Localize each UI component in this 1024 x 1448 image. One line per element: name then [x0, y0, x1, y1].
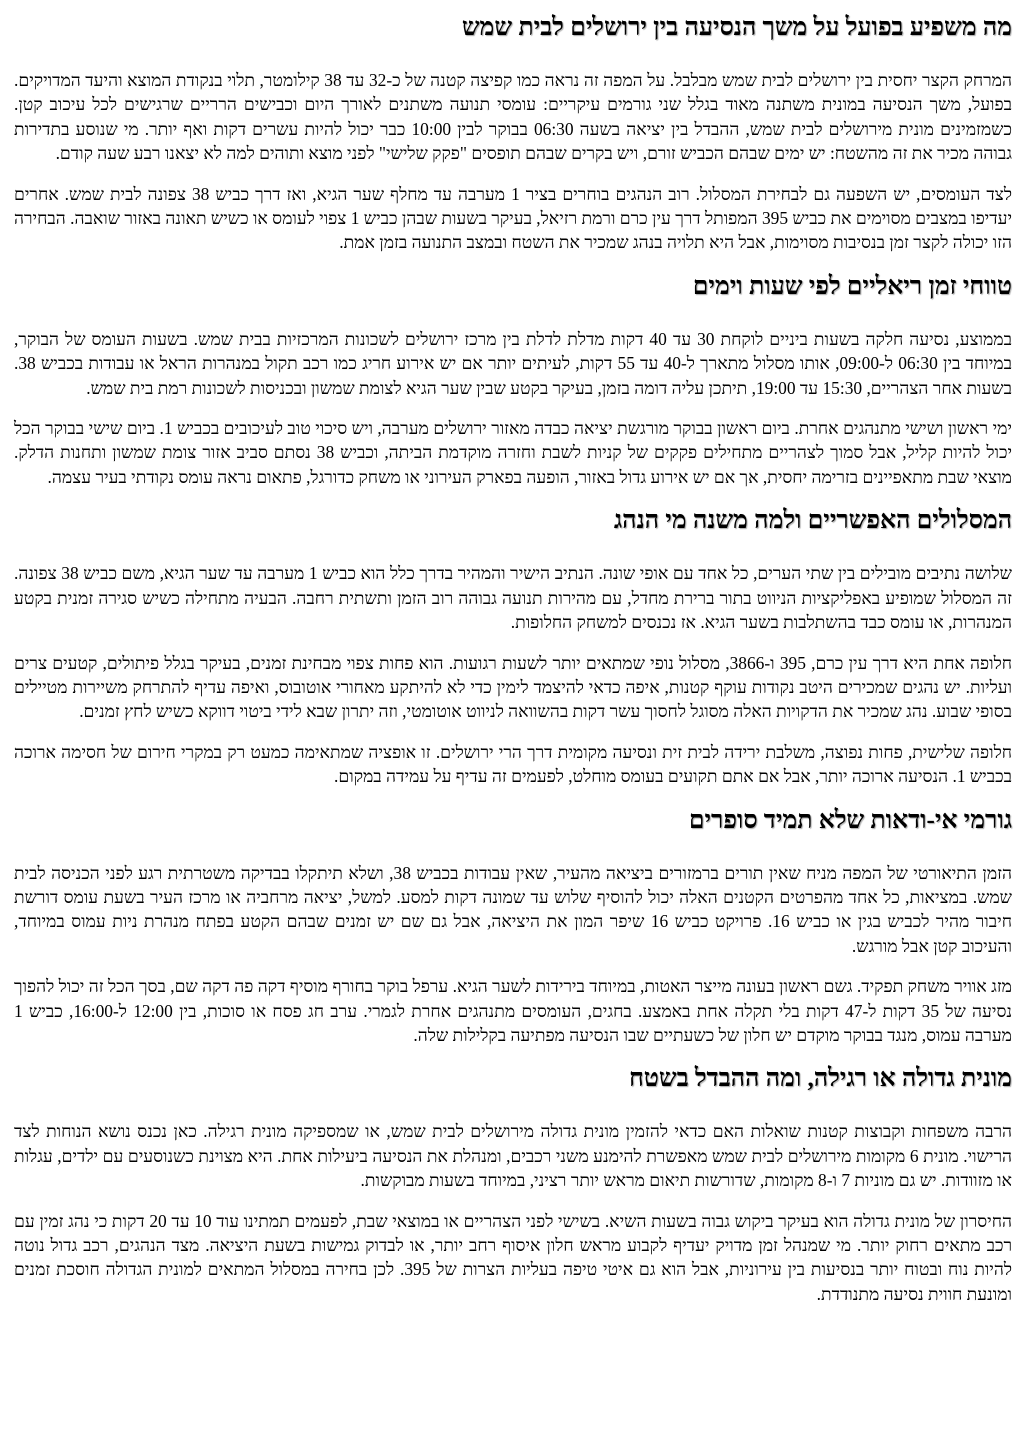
paragraph: חלופה אחת היא דרך עין כרם, 395 ו-3866, מסלול נופי שמתאים יותר לשעות רגועות. הוא פחות צפוי מבחינת זמנים, בעיקר בגלל פיתולים, קטעים צרים ועליות. יש נהגים שמכירים היטב נקודות עוקף קטנות, איפה כדאי להיצמד לימין כדי לא להיתקע מאחורי אוטובוס, ואיפה עדיף להתרחק משיירות מטיילים בסופי שבוע. נהג שמכיר את הדקויות האלה מסוגל לחסוך עשר דקות בהשוואה לניווט אוטומטי, וזה יתרון שבא לידי ביטוי דווקא כשיש לחץ זמנים.	[14, 652, 1012, 722]
paragraph: הרבה משפחות וקבוצות קטנות שואלות האם כדאי להזמין מונית גדולה מירושלים לבית שמש, או שמספיקה מונית רגילה. כאן נכנס נושא הנוחות לצד הרישוי. מונית 6 מקומות מירושלים לבית שמש מאפשרת להימנע משני רכבים, ומנהלת את הנסיעה ביעילות אחת. היא מצוינת כשנוסעים עם ילדים, עגלות או מזוודות. יש גם מוניות 7 ו-8 מקומות, שדורשות תיאום מראש יותר רציני, במיוחד בשעות מבוקשות.	[14, 1121, 1012, 1191]
section-heading: מונית גדולה או רגילה, ומה ההבדל בשטח	[628, 1065, 1012, 1093]
section-realistic-time-ranges	[14, 271, 1012, 489]
section-uncertainty-factors	[14, 805, 1012, 1048]
paragraph: בממוצע, נסיעה חלקה בשעות ביניים לוקחת 30 עד 40 דקות מדלת לדלת בין מרכז ירושלים לשכונות המרכזיות בבית שמש. בשעות העומס של הבוקר, במיוחד בין 06:30 ל-09:00, אותו מסלול מתארך ל-40 עד 55 דקות, לעיתים יותר אם יש אירוע חריג כמו רכב תקול במנהרות הראל או עבודות בכביש 38. בשעות אחר הצהריים, 15:30 עד 19:00, תיתכן עליה דומה בזמן, בעיקר בקטע שבין שער הגיא לצומת שמשון ובכניסות לשכונות רמת בית שמש.	[14, 328, 1013, 398]
paragraph: שלושה נתיבים מובילים בין שתי הערים, כל אחד עם אופי שונה. הנתיב הישיר והמהיר בדרך כלל הוא כביש 1 מערבה עד שער הגיא, משם כביש 38 צפונה. זה המסלול שמופיע באפליקציות הניווט בתור ברירת מחדל, עם מהירות תנועה גבוהה רוב הזמן ותשתית רחבה. הבעיה מתחילה כשיש סגירה זמנית בקטע המנהרות, או עומס כבד בהשתלבות בשער הגיא. אז נכנסים למשחק החלופות.	[14, 563, 1012, 633]
paragraph: לצד העומסים, יש השפעה גם לבחירת המסלול. רוב הנהגים בוחרים בציר 1 מערבה עד מחלף שער הגיא, ואז דרך כביש 38 צפונה לבית שמש. אחרים יעדיפו במצבים מסוימים את כביש 395 המפותל דרך עין כרם ורמת רזיאל, בעיקר בשעות שבהן כביש 1 צפוי לעומס או כשיש תאונה באזור שואבה. הבחירה הזו יכולה לקצר זמן בנסיבות מסוימות, אבל היא תלויה בנהג שמכיר את השטח ובמצב התנועה בזמן אמת.	[14, 183, 1013, 253]
section-large-or-regular-taxi	[14, 1063, 1012, 1306]
section-heading: המסלולים האפשריים ולמה משנה מי הנהג	[613, 507, 1012, 535]
section-what-affects-travel-time	[14, 12, 1012, 255]
paragraph: מזג אוויר משחק תפקיד. גשם ראשון בעונה מייצר האטות, במיוחד בירידות לשער הגיא. ערפל בוקר בחורף מוסיף דקה פה דקה שם, בסך הכל זה יכול להפוך נסיעה של 35 דקות ל-47 דקות בלי תקלה אחת באמצע. בחגים, העומסים מתנהגים אחרת לגמרי. ערב חג פסח או סוכות, בין 12:00 ל-16:00, כביש 1 מערבה עמוס, מנגד בבוקר מוקדם יש חלון של כשעתיים שבו הנסיעה מפתיעה בקלילות שלה.	[14, 976, 1012, 1045]
section-heading: מה משפיע בפועל על משך הנסיעה בין ירושלים לבית שמש	[461, 14, 1012, 41]
paragraph: הזמן התיאורטי של המפה מניח שאין תורים ברמזורים ביציאה מהעיר, שאין עבודות בכביש 38, ושלא תיתקלו בבדיקה משטרתית רגע לפני הכניסה לבית שמש. במציאות, כל אחד מהפרטים הקטנים האלה יכול להוסיף שלוש עד שמונה דקות למסע. למשל, יציאה מרחביה או מרכז העיר בשעת עומס דורשת חיבור מהיר לכביש בגין או כביש 16. פרויקט כביש 16 שיפר המון את היציאה, אבל גם שם יש זמנים שבהם הקטע בפתח מנהרת ניות עמוס במיוחד, והעיכוב קטן אבל מורגש.	[14, 862, 1012, 956]
section-possible-routes	[14, 505, 1012, 788]
paragraph: חלופה שלישית, פחות נפוצה, משלבת ירידה לבית זית ונסיעה מקומית דרך הרי ירושלים. זו אופציה שמתאימה כמעט רק במקרי חירום של חסימה ארוכה בכביש 1. הנסיעה ארוכה יותר, אבל אם אתם תקועים בעומס מוחלט, לפעמים זה עדיף על עמידה במקום.	[14, 741, 1012, 787]
section-heading: גורמי אי-ודאות שלא תמיד סופרים	[688, 806, 1012, 834]
paragraph: המרחק הקצר יחסית בין ירושלים לבית שמש מבלבל. על המפה זה נראה כמו קפיצה קטנה של כ-32 עד 38 קילומטר, תלוי בנקודת המוצא והיעד המדויקים. בפועל, משך הנסיעה במונית משתנה מאוד בגלל שני גורמים עיקריים: עומסי תנועה משתנים לאורך היום וכבישים הרריים שרגישים לכל עיכוב קטן. כשמזמינים מונית מירושלים לבית שמש, ההבדל בין יציאה בשעה 06:30 בבוקר לבין 10:00 כבר יכול להיות עשרים דקות ואף יותר. מי שנוסע בתדירות גבוהה מכיר את זה מהשטח: יש ימים שבהם הכביש זורם, ויש בקרים שבהם תופסים "פקק שלישי" לפני מוצא ותוהים למה לא יצאנו רבע שעה קודם.	[14, 70, 1012, 164]
paragraph: החיסרון של מונית גדולה הוא בעיקר ביקוש גבוה בשעות השיא. בשישי לפני הצהריים או במוצאי שבת, לפעמים תמתינו עוד 10 עד 20 דקות כי נהג זמין עם רכב מתאים רחוק יותר. מי שמנהל זמן מדויק יעדיף לקבוע מראש חלון איסוף רחב יותר, או לבדוק גמישות בשעת היציאה. מצד הנהגים, רכב גדול נוטה להיות נוח ובטוח יותר בנסיעות בין עירוניות, אבל הוא גם איטי טיפה בעליות הצרות של 395. לכן בחירה במסלול המתאים למונית הגדולה חוסכת זמנים ומונעת חווית נסיעה מתנודדת.	[14, 1210, 1012, 1304]
section-heading: טווחי זמן ריאליים לפי שעות וימים	[692, 272, 1012, 300]
paragraph: ימי ראשון ושישי מתנהגים אחרת. ביום ראשון בבוקר מורגשת יציאה כבדה מאזור ירושלים מערבה, ויש סיכוי טוב לעיכובים בכביש 1. ביום שישי בבוקר הכל יכול להיות קליל, אבל סמוך לצהריים מתחילים פקקים של קניות לשבת וחזרה מוקדמת הביתה, וכביש 38 נסתם סביב אזור צומת שמשון ותחנות הדלק. מוצאי שבת מתאפיינים בזרימה יחסית, אך אם יש אירוע גדול באזור, הופעה בפארק העירוני או משחק כדורגל, פתאום נראה עומס נקודתי בעיר עצמה.	[14, 418, 1013, 487]
